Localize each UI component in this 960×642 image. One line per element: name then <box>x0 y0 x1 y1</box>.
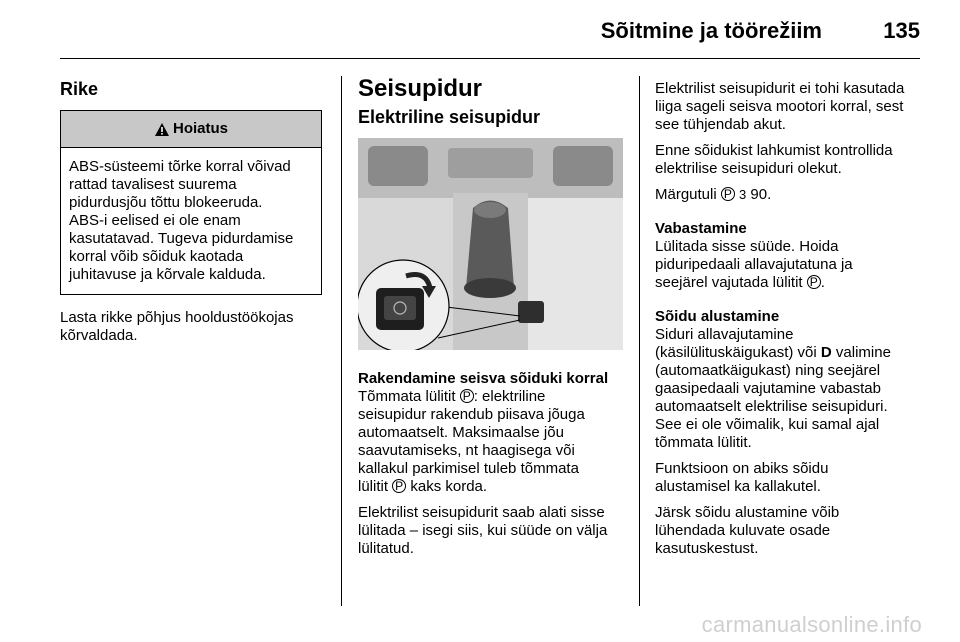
column-1 <box>60 80 322 345</box>
column-divider-1 <box>341 76 342 606</box>
page-reference-arrow-icon[interactable]: 3 <box>739 187 747 202</box>
warning-line: ABS-süsteemi tõrke korral võivad <box>69 158 291 175</box>
column-2 <box>358 76 623 566</box>
sisselulitamine-paragraph <box>358 504 623 558</box>
text-line: seisupidur rakendub piisava jõuga <box>358 406 585 423</box>
text-line: lülitatud. <box>358 540 414 557</box>
parking-brake-switch-icon: P <box>392 479 406 493</box>
parking-brake-photo-drawing <box>358 138 623 350</box>
parking-brake-switch-icon: P <box>460 389 474 403</box>
text-line: Lülitada sisse süüde. Hoida <box>655 238 839 255</box>
warning-triangle-icon <box>154 122 170 137</box>
warning-line: ABS-i eelised ei ole enam <box>69 212 241 229</box>
text-line: Enne sõidukist lahkumist kontrollida <box>655 142 893 159</box>
aku-paragraph <box>655 80 925 134</box>
section-title-soidu-alustamine: Sõidu alustamine <box>655 308 780 325</box>
warning-line: juhitavuse ja kõrvale kalduda. <box>69 266 266 283</box>
parking-brake-illustration <box>358 138 623 350</box>
warning-line: pidurdusjõu tõttu blokeeruda. <box>69 194 263 211</box>
section-heading-seisupidur: Seisupidur <box>358 75 483 102</box>
rike-paragraph <box>60 309 322 345</box>
text-line: saavutamiseks, nt haagisega või <box>358 442 575 459</box>
text-span: . <box>820 274 825 291</box>
text-line: gaasipedaali vajutamine vabastab <box>655 380 881 397</box>
warning-line: korral võib sõiduk kaotada <box>69 248 244 265</box>
rakendamine-paragraph <box>358 388 623 496</box>
text-line: lülitada – isegi siis, kui süüde on välja <box>358 522 608 539</box>
parking-brake-switch-icon: P <box>807 275 821 289</box>
text-line: Elektrilist seisupidurit ei tohi kasutada <box>655 80 905 97</box>
column-divider-2 <box>639 76 640 606</box>
subheading-elektriline: Elektriline seisupidur <box>358 107 541 127</box>
kallakud-paragraph <box>655 460 925 496</box>
text-line: kõrvaldada. <box>60 327 138 344</box>
section-title-vabastamine: Vabastamine <box>655 220 747 237</box>
column-3 <box>655 80 925 566</box>
text-span: lülitit <box>358 478 393 495</box>
text-line: (automaatkäigukast) ning seejärel <box>655 362 881 379</box>
margutuli-paragraph <box>655 186 925 204</box>
page-number: 135 <box>883 18 920 43</box>
text-line: piduripedaali allavajutatuna ja <box>655 256 853 273</box>
text-span: (käsilülituskäigukast) või <box>655 344 821 361</box>
text-line: liiga sageli seisva mootori korral, sest <box>655 98 904 115</box>
text-line: See ei ole võimalik, kui samal ajal <box>655 416 880 433</box>
watermark-text: carmanualsonline.info <box>701 612 922 637</box>
text-line: Siduri allavajutamine <box>655 326 794 343</box>
text-line: Lasta rikke põhjus hooldustöökojas <box>60 309 294 326</box>
warning-box <box>60 110 322 295</box>
text-line: tõmmata lülitit. <box>655 434 752 451</box>
text-line: automaatselt elektrilise seisupiduri. <box>655 398 888 415</box>
section-title-rakendamine: Rakendamine seisva sõiduki korral <box>358 370 609 387</box>
gear-d-label: D <box>820 344 832 361</box>
page-reference-number[interactable]: 90. <box>746 186 772 203</box>
text-line: alustamisel ka kallakutel. <box>655 478 821 495</box>
text-line: Elektrilist seisupidurit saab alati sisse <box>358 504 605 521</box>
section-heading-rike: Rike <box>60 79 99 99</box>
warning-line: kasutatavad. Tugeva pidurdamise <box>69 230 294 247</box>
warning-title: Hoiatus <box>172 120 228 137</box>
text-line: lühendada kuluvate osade <box>655 522 831 539</box>
warning-header <box>61 111 321 148</box>
soidu-alustamine-paragraph <box>655 326 925 452</box>
text-line: Järsk sõidu alustamine võib <box>655 504 840 521</box>
page-header-title: Sõitmine ja töörežiim <box>600 18 822 43</box>
text-span: Tõmmata lülitit <box>358 388 460 405</box>
text-line: kasutuskestust. <box>655 540 759 557</box>
warning-text <box>61 148 321 294</box>
text-line: elektrilise seisupiduri olekut. <box>655 160 842 177</box>
text-line: kallakul parkimisel tuleb tõmmata <box>358 460 579 477</box>
warning-line: rattad tavalisest suurema <box>69 176 237 193</box>
header-rule <box>60 58 920 59</box>
text-span: Märgutuli <box>655 186 721 203</box>
text-span: kaks korda. <box>406 478 488 495</box>
kontroll-paragraph <box>655 142 925 178</box>
text-line: Funktsioon on abiks sõidu <box>655 460 829 477</box>
text-line: see tühjendab akut. <box>655 116 786 133</box>
vabastamine-paragraph <box>655 238 925 292</box>
text-span: : elektriline <box>473 388 546 405</box>
text-span: valimine <box>831 344 891 361</box>
kuluvad-osad-paragraph <box>655 504 925 558</box>
parking-brake-indicator-icon: P <box>721 187 735 201</box>
text-line: automaatselt. Maksimaalse jõu <box>358 424 564 441</box>
text-span: seejärel vajutada lülitit <box>655 274 807 291</box>
